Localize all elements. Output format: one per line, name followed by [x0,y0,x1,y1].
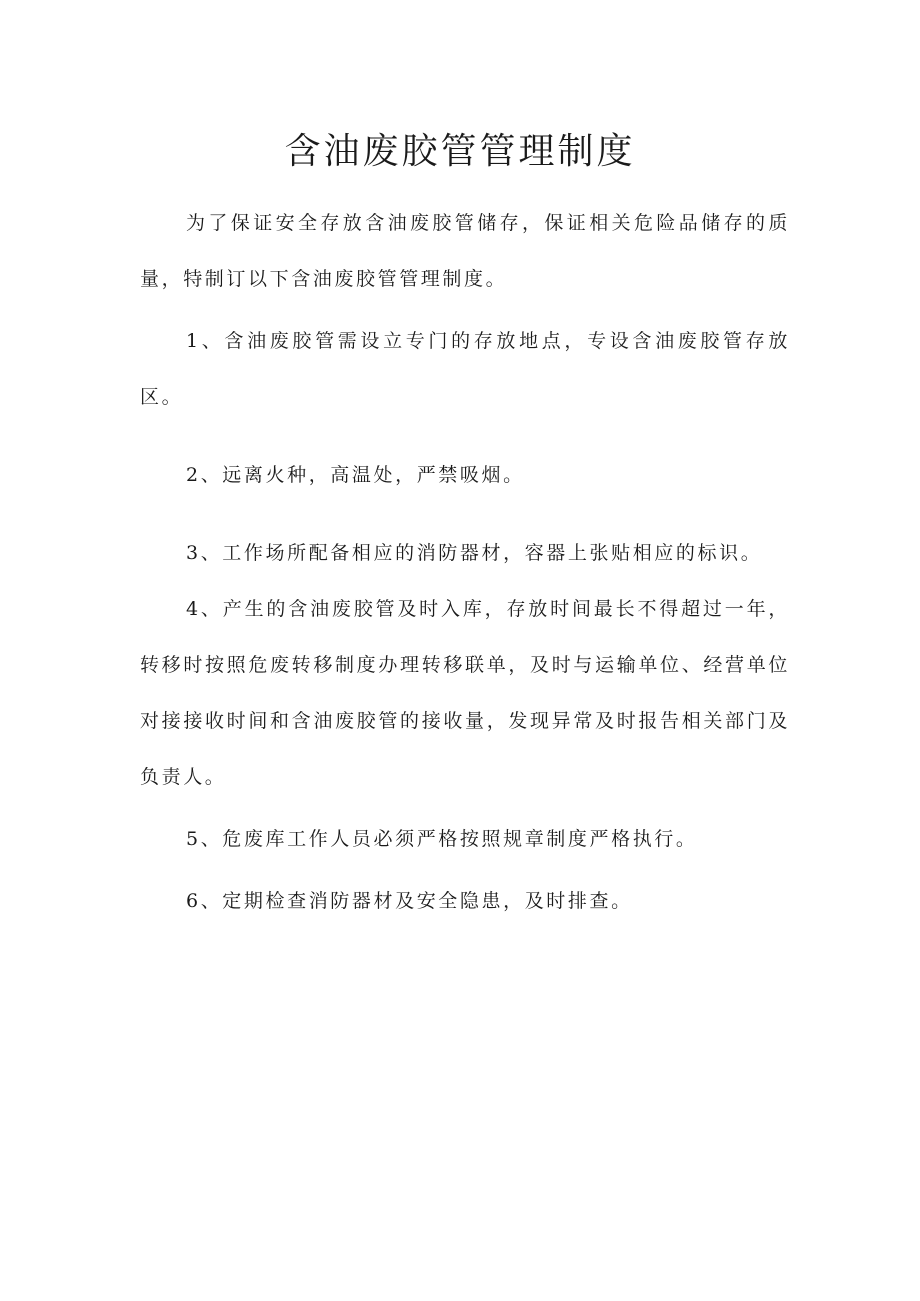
document-title: 含油废胶管管理制度 [284,131,636,172]
rule-1-paragraph: 1、含油废胶管需设立专门的存放地点，专设含油废胶管存放区。 [140,330,790,408]
intro-paragraph: 为了保证安全存放含油废胶管储存，保证相关危险品储存的质量，特制订以下含油废胶管管理制度。 [140,212,790,290]
rule-6-paragraph: 6、定期检查消防器材及安全隐患，及时排查。 [186,890,633,912]
rule-2-paragraph: 2、远离火种，高温处，严禁吸烟。 [186,464,525,486]
rule-4-paragraph: 4、产生的含油废胶管及时入库，存放时间最长不得超过一年，转移时按照危废转移制度办理转移联单，及时与运输单位、经营单位对接接收时间和含油废胶管的接收量，发现异常及时报告相关部门及负责人。 [140,598,790,788]
rule-5-paragraph: 5、危废库工作人员必须严格按照规章制度严格执行。 [186,828,698,850]
document-body [140,195,790,929]
rule-3-paragraph: 3、工作场所配备相应的消防器材，容器上张贴相应的标识。 [186,542,763,564]
